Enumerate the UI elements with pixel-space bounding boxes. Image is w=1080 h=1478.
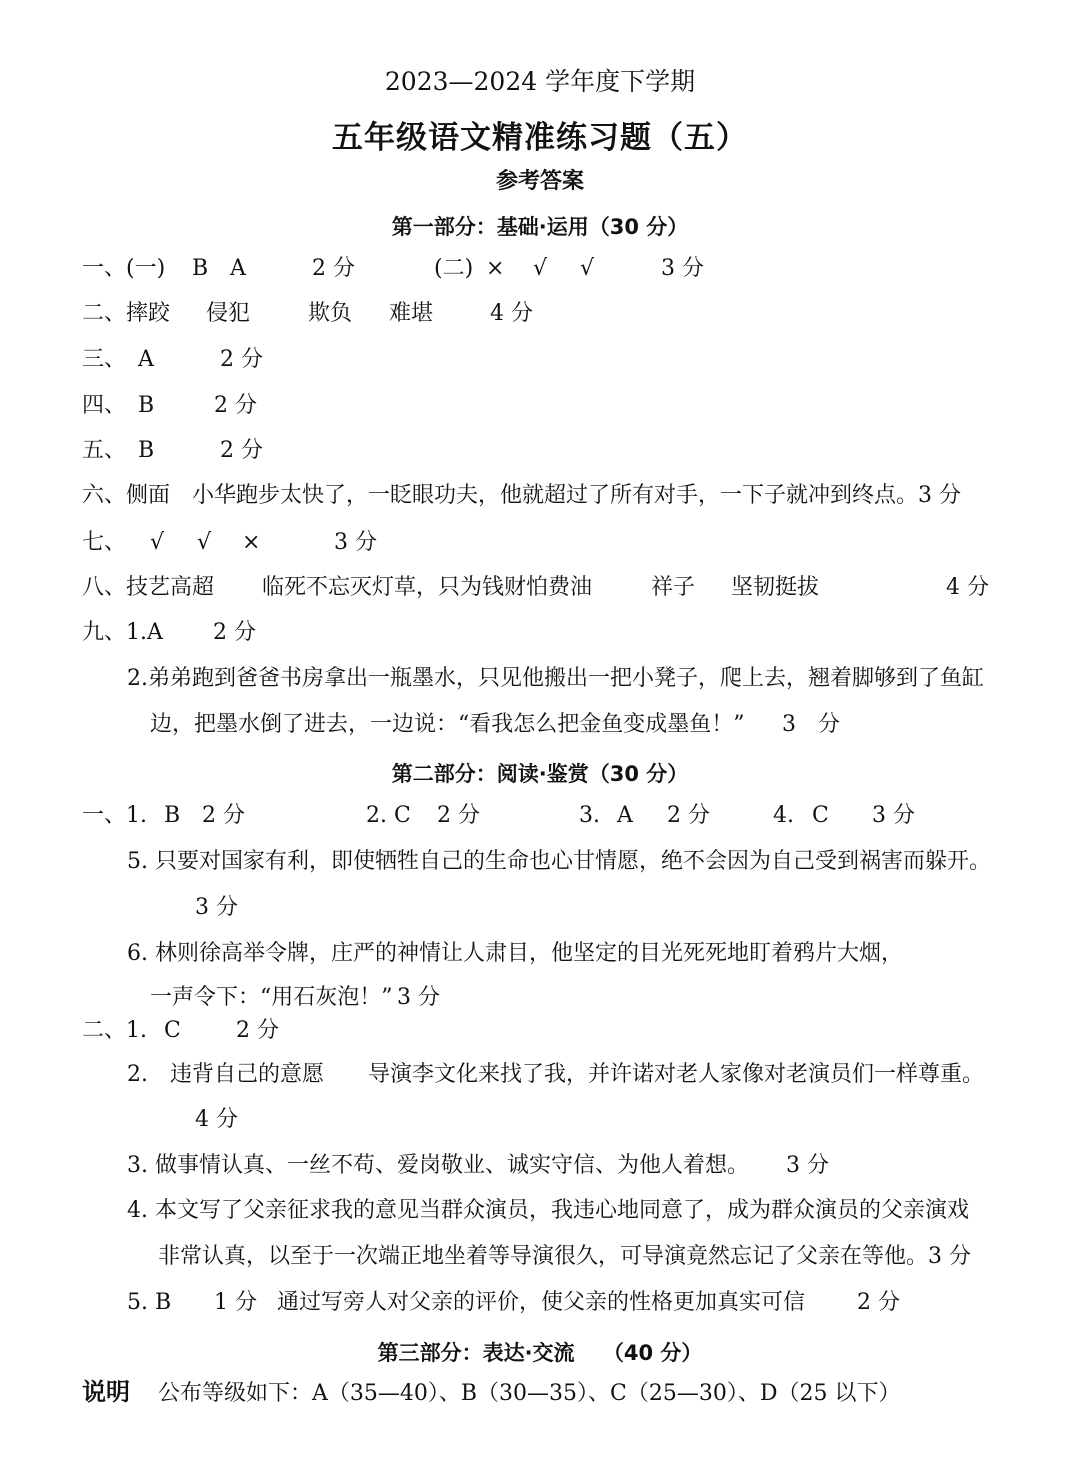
p1-q1-label: 一、(一) — [82, 256, 166, 281]
p2-s2-q4-line2: 非常认真，以至于一次端正地坐着等导演很久，可导演竟然忘记了父亲在等他。3 分 — [158, 1244, 971, 1269]
p1-q3-answer: A — [138, 347, 154, 372]
p1-q1-score-2: 3 分 — [661, 256, 704, 281]
p1-q4-answer: B — [138, 393, 155, 418]
p1-q6: 六、侧面 小华跑步太快了，一眨眼功夫，他就超过了所有对手，一下子就冲到终点。3 分 — [82, 483, 961, 508]
p1-q9-score-1: 2 分 — [213, 620, 256, 645]
p2-s2-score-1: 2 分 — [236, 1018, 279, 1043]
p2-s2-answer-1: C — [164, 1018, 181, 1043]
p1-q2-word-3: 欺负 — [308, 301, 353, 326]
p1-q9-sub2-line1: 2.弟弟跑到爸爸书房拿出一瓶墨水，只见他搬出一把小凳子，爬上去，翘着脚够到了鱼缸 — [127, 666, 984, 691]
p2-s2-q5-answer: 5. B — [127, 1290, 172, 1315]
p1-q1-answer-1: B — [192, 256, 209, 281]
p2-s2-q3-score: 3 分 — [786, 1153, 829, 1178]
p1-q8-answer-4: 坚韧挺拔 — [731, 575, 820, 600]
p2-s2-q5-score-2: 2 分 — [857, 1290, 900, 1315]
p1-q7-label: 七、 — [82, 530, 127, 555]
p1-q2-label: 二、摔跤 — [82, 301, 171, 326]
p2-s2-q5-text: 通过写旁人对父亲的评价，使父亲的性格更加真实可信 — [277, 1290, 806, 1315]
p2-s1-score-3: 2 分 — [667, 803, 710, 828]
p1-q9-score-2: 3 分 — [782, 712, 840, 737]
p2-s1-answer-4: C — [812, 803, 829, 828]
note-label: 说明 — [82, 1378, 130, 1406]
p2-s1-answer-3: A — [617, 803, 633, 828]
p1-q8-score: 4 分 — [946, 575, 989, 600]
p2-s2-q5-score-1: 1 分 — [214, 1290, 257, 1315]
p2-s2-q4-line1: 4. 本文写了父亲征求我的意见当群众演员，我违心地同意了，成为群众演员的父亲演戏 — [127, 1198, 969, 1223]
p2-s1-label: 一、1. — [82, 803, 147, 828]
p2-s1-score-2: 2 分 — [437, 803, 480, 828]
p1-q7-score: 3 分 — [334, 530, 377, 555]
p1-q5-answer: B — [138, 438, 155, 463]
p1-q1-mark-3: √ — [580, 256, 595, 281]
p1-q8-answer-2: 临死不忘灭灯草，只为钱财怕费油 — [262, 575, 593, 600]
p1-q5-label: 五、 — [82, 438, 127, 463]
p1-q1-mark-1: × — [486, 256, 505, 281]
part3-heading: 第三部分：表达·交流 （40 分） — [377, 1341, 703, 1365]
p2-s1-score-4: 3 分 — [872, 803, 915, 828]
p2-s1-q6-line1: 6. 林则徐高举令牌，庄严的神情让人肃目，他坚定的目光死死地盯着鸦片大烟， — [127, 941, 903, 966]
part1-heading: 第一部分：基础·运用（30 分） — [391, 215, 689, 239]
p1-q4-score: 2 分 — [214, 393, 257, 418]
p2-s2-q3-text: 3. 做事情认真、一丝不苟、爱岗敬业、诚实守信、为他人着想。 — [127, 1153, 749, 1178]
p1-q2-score: 4 分 — [490, 301, 533, 326]
school-year: 2023—2024 学年度下学期 — [384, 67, 696, 96]
p1-q1-score-1: 2 分 — [312, 256, 355, 281]
p2-s1-q6-score: 3 分 — [397, 985, 440, 1010]
p2-s2-label: 二、1. — [82, 1018, 147, 1043]
p2-s1-q6-line2: 一声令下：“用石灰泡！” — [150, 985, 393, 1010]
p2-s1-answer-4-num: 4. — [773, 803, 794, 828]
p1-q9-label: 九、1.A — [82, 620, 163, 645]
p2-s1-answer-1: B — [164, 803, 181, 828]
p1-q8-label: 八、技艺高超 — [82, 575, 215, 600]
p1-q7-mark-1: √ — [150, 530, 165, 555]
p2-s2-q2-score: 4 分 — [195, 1107, 238, 1132]
p1-q3-score: 2 分 — [220, 347, 263, 372]
p2-s2-q2: 2. 违背自己的意愿 导演李文化来找了我，并许诺对老人家像对老演员们一样尊重。 — [127, 1062, 984, 1087]
p1-q3-label: 三、 — [82, 347, 127, 372]
p1-q8-answer-3: 祥子 — [651, 575, 696, 600]
p1-q4-label: 四、 — [82, 393, 127, 418]
p2-s1-score-1: 2 分 — [202, 803, 245, 828]
p2-s1-q5-score: 3 分 — [195, 895, 238, 920]
p1-q2-word-2: 侵犯 — [206, 301, 251, 326]
p1-q7-mark-2: √ — [197, 530, 212, 555]
p1-q5-score: 2 分 — [220, 438, 263, 463]
note-text: 公布等级如下：A（35—40）、B（30—35）、C（25—30）、D（25 以下） — [158, 1381, 901, 1406]
p1-q1-answer-2: A — [230, 256, 246, 281]
p1-q2-word-4: 难堪 — [389, 301, 434, 326]
p1-q1-label-2: (二) — [434, 256, 474, 281]
p1-q1-mark-2: √ — [533, 256, 548, 281]
p2-s1-answer-2: 2. C — [366, 803, 411, 828]
p1-q7-mark-3: × — [242, 530, 261, 555]
p2-s1-answer-3-num: 3. — [579, 803, 600, 828]
p1-q9-sub2-line2: 边，把墨水倒了进去，一边说：“看我怎么把金鱼变成墨鱼！” — [150, 712, 745, 737]
page-title: 五年级语文精准练习题（五） — [332, 120, 748, 156]
page-subtitle: 参考答案 — [495, 169, 584, 194]
part2-heading: 第二部分：阅读·鉴赏（30 分） — [391, 762, 689, 786]
p2-s1-q5: 5. 只要对国家有利，即使牺牲自己的生命也心甘情愿，绝不会因为自己受到祸害而躲开。 — [127, 849, 991, 874]
